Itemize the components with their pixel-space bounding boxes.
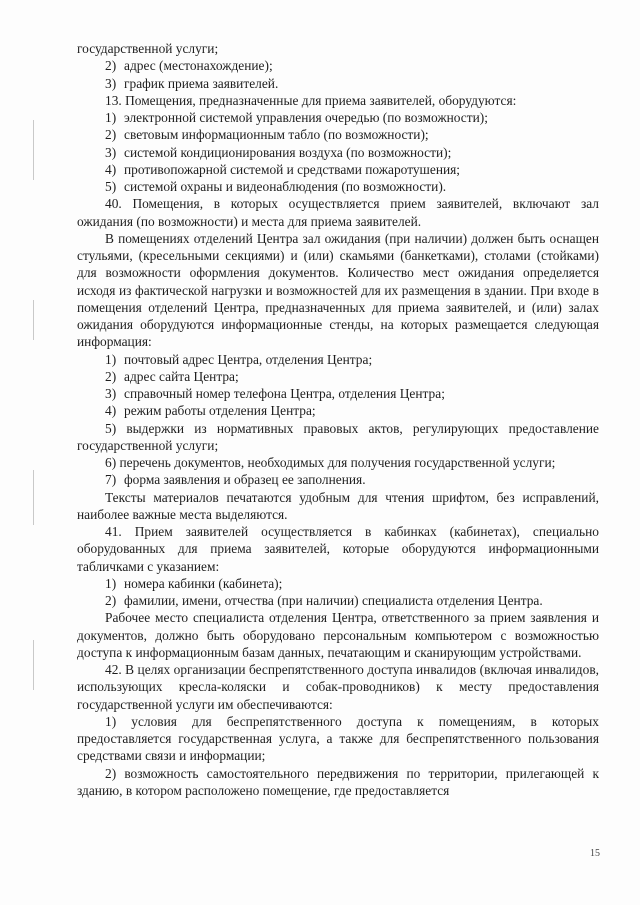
paragraph: 13. Помещения, предназначенные для приема заявителей, оборудуются: bbox=[105, 92, 517, 108]
list-item-text: фамилии, имени, отчества (при наличии) специалиста отделения Центра. bbox=[124, 593, 543, 608]
list-item-number: 3) bbox=[105, 386, 117, 401]
list-item bbox=[77, 471, 599, 488]
list-item-number: 2) bbox=[105, 368, 117, 384]
paragraph: Тексты материалов печатаются удобным для чтения шрифтом, без исправлений, наиболее важные места выделяются. bbox=[77, 489, 599, 522]
list-item-number: 2) bbox=[105, 127, 117, 143]
list-item-number: 4) bbox=[105, 403, 117, 419]
list-item-text: противопожарной системой и средствами пожаротушения; bbox=[124, 161, 461, 177]
list-item-text: адрес сайта Центра; bbox=[124, 368, 239, 384]
paragraph: 42. В целях организации беспрепятственного доступа инвалидов (включая инвалидов, использующих кресла-коляски и собак-проводников) к месту предоставления государственной услуги им обеспечиваются: bbox=[77, 662, 599, 712]
list-item-text: режим работы отделения Центра; bbox=[124, 403, 316, 419]
list-item bbox=[77, 75, 599, 92]
list-item-text: адрес (местонахождение); bbox=[124, 58, 273, 74]
paragraph: 2) возможность самостоятельного передвижения по территории, прилегающей к зданию, в котором расположено помещение, где предоставляется bbox=[77, 765, 599, 798]
list-item bbox=[77, 178, 599, 195]
paragraph: государственной услуги; bbox=[77, 41, 219, 56]
list-item-number: 1) bbox=[105, 575, 117, 591]
paragraph: 5) выдержки из нормативных правовых актов, регулирующих предоставление государственной услуги; bbox=[77, 420, 599, 453]
list-item-number: 1) bbox=[105, 351, 117, 367]
list-item-number: 2) bbox=[105, 593, 117, 608]
list-item-text: системой охраны и видеонаблюдения (по возможности). bbox=[124, 179, 447, 194]
scan-margin-mark bbox=[33, 300, 34, 340]
list-item-text: форма заявления и образец ее заполнения. bbox=[124, 472, 366, 488]
list-item bbox=[77, 575, 599, 592]
list-item-text: системой кондиционирования воздуха (по возможности); bbox=[124, 144, 452, 160]
page-number: 15 bbox=[590, 848, 600, 859]
list-item bbox=[77, 402, 599, 419]
list-item-number: 5) bbox=[105, 179, 117, 194]
list-item-number: 3) bbox=[105, 144, 117, 160]
scan-margin-mark bbox=[33, 640, 34, 690]
list-item-text: номера кабинки (кабинета); bbox=[124, 575, 283, 591]
paragraph: Рабочее место специалиста отделения Центра, ответственного за прием заявления и документов, должно быть оборудовано персональным компьютером с возможностью доступа к информационным базам данных, печатающим и сканирующим устройствами. bbox=[77, 610, 599, 660]
paragraph: 1) условия для беспрепятственного доступа к помещениям, в которых предоставляется государственная услуга, а также для беспрепятственного пользования средствами связи и информации; bbox=[77, 713, 599, 764]
list-item bbox=[77, 368, 599, 385]
list-item-text: почтовый адрес Центра, отделения Центра; bbox=[124, 351, 373, 367]
list-item-text: световым информационным табло (по возможности); bbox=[124, 127, 429, 143]
scan-margin-mark bbox=[33, 120, 34, 180]
list-item bbox=[77, 109, 599, 126]
list-item-text: электронной системой управления очередью (по возможности); bbox=[124, 110, 488, 125]
paragraph: 41. Прием заявителей осуществляется в кабинках (кабинетах), специально оборудованных для приема заявителей, которые оборудуются информационными табличками с указанием: bbox=[77, 524, 599, 574]
list-item-number: 7) bbox=[105, 472, 117, 488]
list-item-number: 2) bbox=[105, 58, 117, 74]
list-item bbox=[77, 351, 599, 368]
list-item bbox=[77, 144, 599, 161]
list-item-number: 1) bbox=[105, 110, 117, 125]
list-item-text: график приема заявителей. bbox=[124, 75, 279, 91]
paragraph: 40. Помещения, в которых осуществляется прием заявителей, включают зал ожидания (по возможности) и места для приема заявителей. bbox=[77, 196, 599, 229]
list-item-number: 3) bbox=[105, 75, 117, 91]
scan-margin-mark bbox=[33, 470, 34, 525]
document-body bbox=[77, 40, 599, 799]
list-item bbox=[77, 161, 599, 178]
list-item-number: 4) bbox=[105, 161, 117, 177]
list-item bbox=[77, 385, 599, 402]
list-item bbox=[77, 592, 599, 609]
list-item bbox=[77, 57, 599, 74]
list-item bbox=[77, 126, 599, 143]
paragraph: 6) перечень документов, необходимых для получения государственной услуги; bbox=[105, 455, 556, 470]
list-item-text: справочный номер телефона Центра, отделения Центра; bbox=[124, 386, 445, 401]
paragraph: В помещениях отделений Центра зал ожидания (при наличии) должен быть оснащен стульями, (кресельными секциями) и (или) скамьями (банкетками), столами (стойками) для возможности оформления документов. Количество мест ожидания определяется исходя из фактической нагрузки и возможностей для их размещения в здании. При входе в помещения отделений Центра, предназначенных для приема заявителей, и (или) залах ожидания оборудуются информационные стенды, на которых размещается следующая информация: bbox=[77, 230, 599, 350]
